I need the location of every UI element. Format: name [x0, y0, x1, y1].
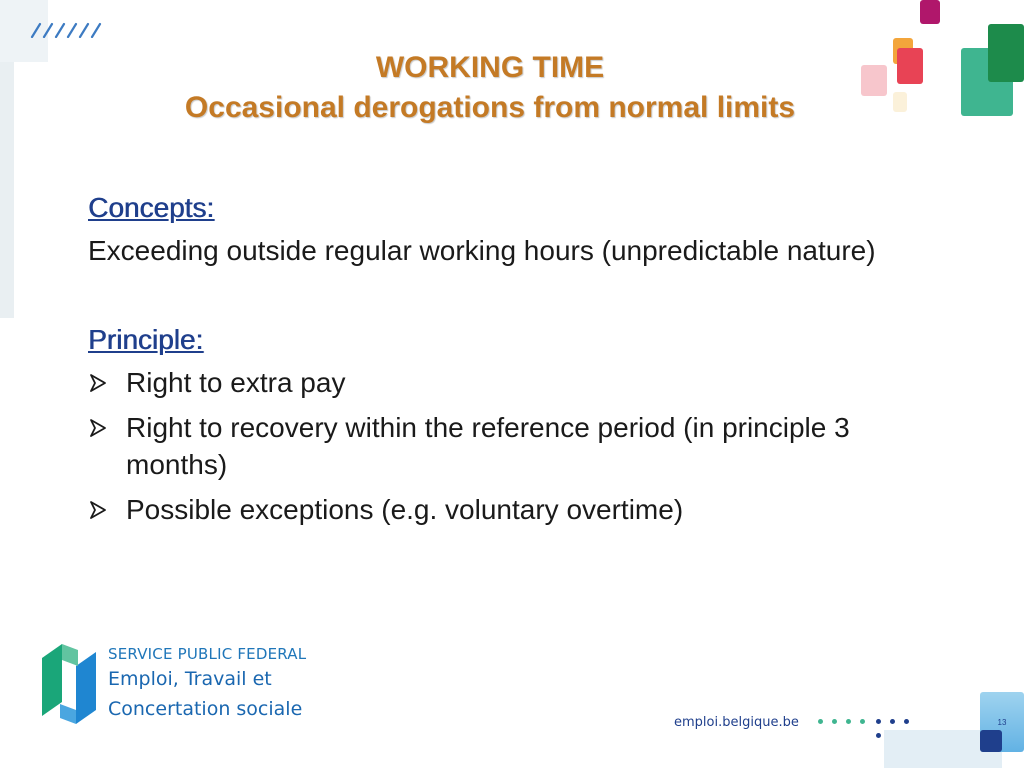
decor-left-strip: [0, 62, 14, 318]
decor-square-pink: [861, 65, 887, 96]
bullet-text: Possible exceptions (e.g. voluntary overtime): [126, 494, 684, 525]
hatch-lines-icon: [30, 22, 106, 38]
arrow-bullet-icon: [88, 373, 108, 393]
decor-square-red: [897, 48, 923, 84]
page-title: WORKING TIME: [375, 51, 605, 84]
page-number: 13: [997, 718, 1007, 727]
concepts-heading: Concepts:: [88, 192, 215, 223]
principle-heading: Principle:: [88, 324, 204, 355]
decor-dot: [832, 719, 837, 724]
decor-dot: [876, 719, 881, 724]
decor-square-green: [988, 24, 1024, 82]
decor-dot: [876, 733, 881, 738]
decor-dot: [860, 719, 865, 724]
spf-logo-icon: [38, 640, 100, 728]
decor-square-navy: [980, 730, 1002, 752]
decor-dot: [846, 719, 851, 724]
logo-line-3: Concertation sociale: [108, 698, 303, 720]
decor-dot: [890, 719, 895, 724]
bullet-text: Right to recovery within the reference period (in principle 3 months): [126, 412, 850, 480]
principle-list: [88, 364, 968, 528]
decor-square-magenta: [920, 0, 940, 24]
page-subtitle: Occasional derogations from normal limits: [184, 91, 796, 124]
decor-square-cream: [893, 92, 907, 112]
title-block: [120, 48, 860, 128]
logo-line-2: Emploi, Travail et: [108, 668, 272, 690]
concepts-text: Exceeding outside regular working hours (unpredictable nature): [88, 235, 876, 266]
decor-dot: [818, 719, 823, 724]
decor-dot: [904, 719, 909, 724]
list-item: [88, 409, 946, 483]
bullet-text: Right to extra pay: [126, 367, 346, 398]
arrow-bullet-icon: [88, 418, 108, 438]
arrow-bullet-icon: [88, 500, 108, 520]
logo-line-1: SERVICE PUBLIC FEDERAL: [108, 645, 307, 663]
list-item: [88, 364, 946, 401]
logo-text: [108, 644, 306, 724]
content: [88, 190, 968, 536]
website-link[interactable]: emploi.belgique.be: [674, 715, 799, 730]
list-item: [88, 491, 946, 528]
